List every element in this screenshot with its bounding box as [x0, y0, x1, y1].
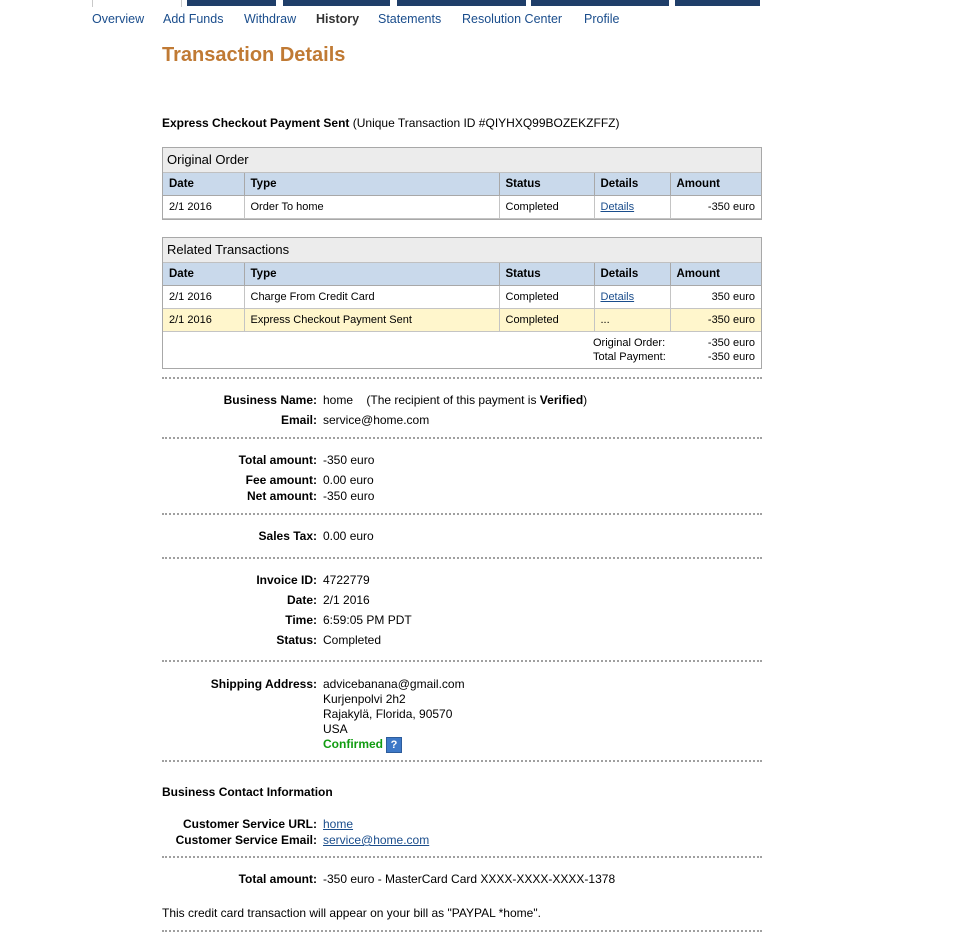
business-name-value [323, 392, 587, 408]
sales-tax-value: 0.00 euro [323, 529, 374, 543]
sales-tax-label: Sales Tax: [258, 529, 317, 543]
top-tab[interactable] [531, 0, 669, 6]
status-label: Status: [276, 633, 317, 647]
date-value: 2/1 2016 [323, 593, 370, 607]
divider [162, 557, 762, 559]
cell-date: 2/1 2016 [163, 309, 244, 332]
shipping-line-3: Rajakylä, Florida, 90570 [323, 707, 453, 721]
total-amount-label: Total amount: [238, 453, 317, 467]
transaction-heading [162, 116, 620, 130]
top-tab[interactable] [397, 0, 526, 6]
top-tab-strip [0, 0, 954, 8]
subnav-profile[interactable]: Profile [584, 12, 620, 26]
cell-type: Order To home [244, 196, 499, 219]
cell-date: 2/1 2016 [163, 286, 244, 309]
total-payment-value: -350 euro [707, 351, 755, 363]
original-order-caption: Original Order [163, 148, 761, 173]
time-label: Time: [285, 613, 317, 627]
payment-total-label: Total amount: [238, 872, 317, 886]
shipping-confirmed [323, 736, 402, 753]
subnav-withdraw[interactable]: Withdraw [244, 12, 297, 26]
details-link[interactable]: Details [600, 291, 635, 303]
date-label: Date: [286, 593, 317, 607]
col-date: Date [163, 173, 244, 196]
help-icon[interactable]: ? [386, 737, 402, 753]
original-order-total-value: -350 euro [707, 337, 755, 349]
table-header-row [163, 173, 761, 196]
confirmed-status: Confirmed [323, 737, 383, 751]
table-row-highlighted [163, 309, 761, 332]
col-type: Type [244, 263, 499, 286]
original-order-total-label: Original Order: [593, 337, 666, 349]
cell-status: Completed [499, 309, 594, 332]
invoice-id-label: Invoice ID: [256, 573, 317, 587]
total-payment-label: Total Payment: [593, 351, 666, 363]
transaction-type: Express Checkout Payment Sent [162, 116, 350, 130]
col-status: Status [499, 173, 594, 196]
status-value: Completed [323, 633, 382, 647]
cell-amount: 350 euro [670, 286, 761, 309]
time-value: 6:59:05 PM PDT [323, 613, 412, 627]
subnav-overview[interactable]: Overview [92, 12, 145, 26]
table-row [163, 196, 761, 219]
total-amount-value: -350 euro [323, 453, 375, 467]
divider [162, 437, 762, 439]
business-name: home [323, 393, 354, 407]
col-date: Date [163, 263, 244, 286]
details-link[interactable]: Details [600, 201, 635, 213]
subnav-history[interactable]: History [316, 12, 360, 26]
customer-service-email-label: Customer Service Email: [175, 833, 317, 847]
top-tab-active[interactable] [92, 0, 182, 7]
shipping-line-4: USA [323, 722, 348, 736]
cell-amount: -350 euro [670, 196, 761, 219]
customer-service-url-link[interactable]: home [323, 817, 354, 831]
related-transactions-box [162, 237, 762, 369]
email-value: service@home.com [323, 413, 430, 427]
transaction-id: (Unique Transaction ID #QIYHXQ99BOZEKZFFZ) [352, 116, 620, 130]
col-status: Status [499, 263, 594, 286]
cell-type: Charge From Credit Card [244, 286, 499, 309]
cell-details: ... [594, 309, 670, 332]
shipping-line-2: Kurjenpolvi 2h2 [323, 692, 406, 706]
invoice-id-value: 4722779 [323, 573, 370, 587]
recipient-suffix: ) [583, 393, 588, 407]
fee-amount-value: 0.00 euro [323, 473, 374, 487]
related-totals [163, 332, 761, 368]
divider [162, 513, 762, 515]
divider [162, 660, 762, 662]
col-type: Type [244, 173, 499, 196]
subnav-resolution-center[interactable]: Resolution Center [462, 12, 563, 26]
top-tab[interactable] [675, 0, 760, 6]
subnav-add-funds[interactable]: Add Funds [163, 12, 224, 26]
original-order-box [162, 147, 762, 220]
payment-total-value: -350 euro - MasterCard Card XXXX-XXXX-XXXX-1378 [323, 872, 616, 886]
shipping-line-1: advicebanana@gmail.com [323, 677, 465, 691]
customer-service-url-label: Customer Service URL: [182, 817, 317, 831]
col-details: Details [594, 173, 670, 196]
recipient-status: Verified [539, 393, 584, 407]
divider [162, 856, 762, 858]
cell-status: Completed [499, 196, 594, 219]
cell-type: Express Checkout Payment Sent [244, 309, 499, 332]
net-amount-label: Net amount: [247, 489, 317, 503]
divider [162, 377, 762, 379]
top-tab[interactable] [187, 0, 276, 6]
related-transactions-table [163, 263, 761, 332]
recipient-prefix: (The recipient of this payment is [366, 393, 540, 407]
fee-amount-label: Fee amount: [245, 473, 317, 487]
top-tab[interactable] [283, 0, 390, 6]
business-name-label: Business Name: [223, 393, 317, 407]
divider [162, 930, 762, 932]
billing-note: This credit card transaction will appear on your bill as "PAYPAL *home". [162, 906, 541, 920]
customer-service-email-link[interactable]: service@home.com [323, 833, 430, 847]
cell-status: Completed [499, 286, 594, 309]
table-header-row [163, 263, 761, 286]
page-title: Transaction Details [162, 44, 346, 66]
col-amount: Amount [670, 263, 761, 286]
net-amount-value: -350 euro [323, 489, 375, 503]
cell-amount: -350 euro [670, 309, 761, 332]
related-transactions-caption: Related Transactions [163, 238, 761, 263]
subnav-statements[interactable]: Statements [378, 12, 442, 26]
col-amount: Amount [670, 173, 761, 196]
cell-date: 2/1 2016 [163, 196, 244, 219]
business-contact-heading: Business Contact Information [162, 785, 333, 799]
email-label: Email: [280, 413, 317, 427]
table-row [163, 286, 761, 309]
col-details: Details [594, 263, 670, 286]
original-order-table [163, 173, 761, 219]
divider [162, 760, 762, 762]
shipping-address-label: Shipping Address: [210, 677, 317, 691]
